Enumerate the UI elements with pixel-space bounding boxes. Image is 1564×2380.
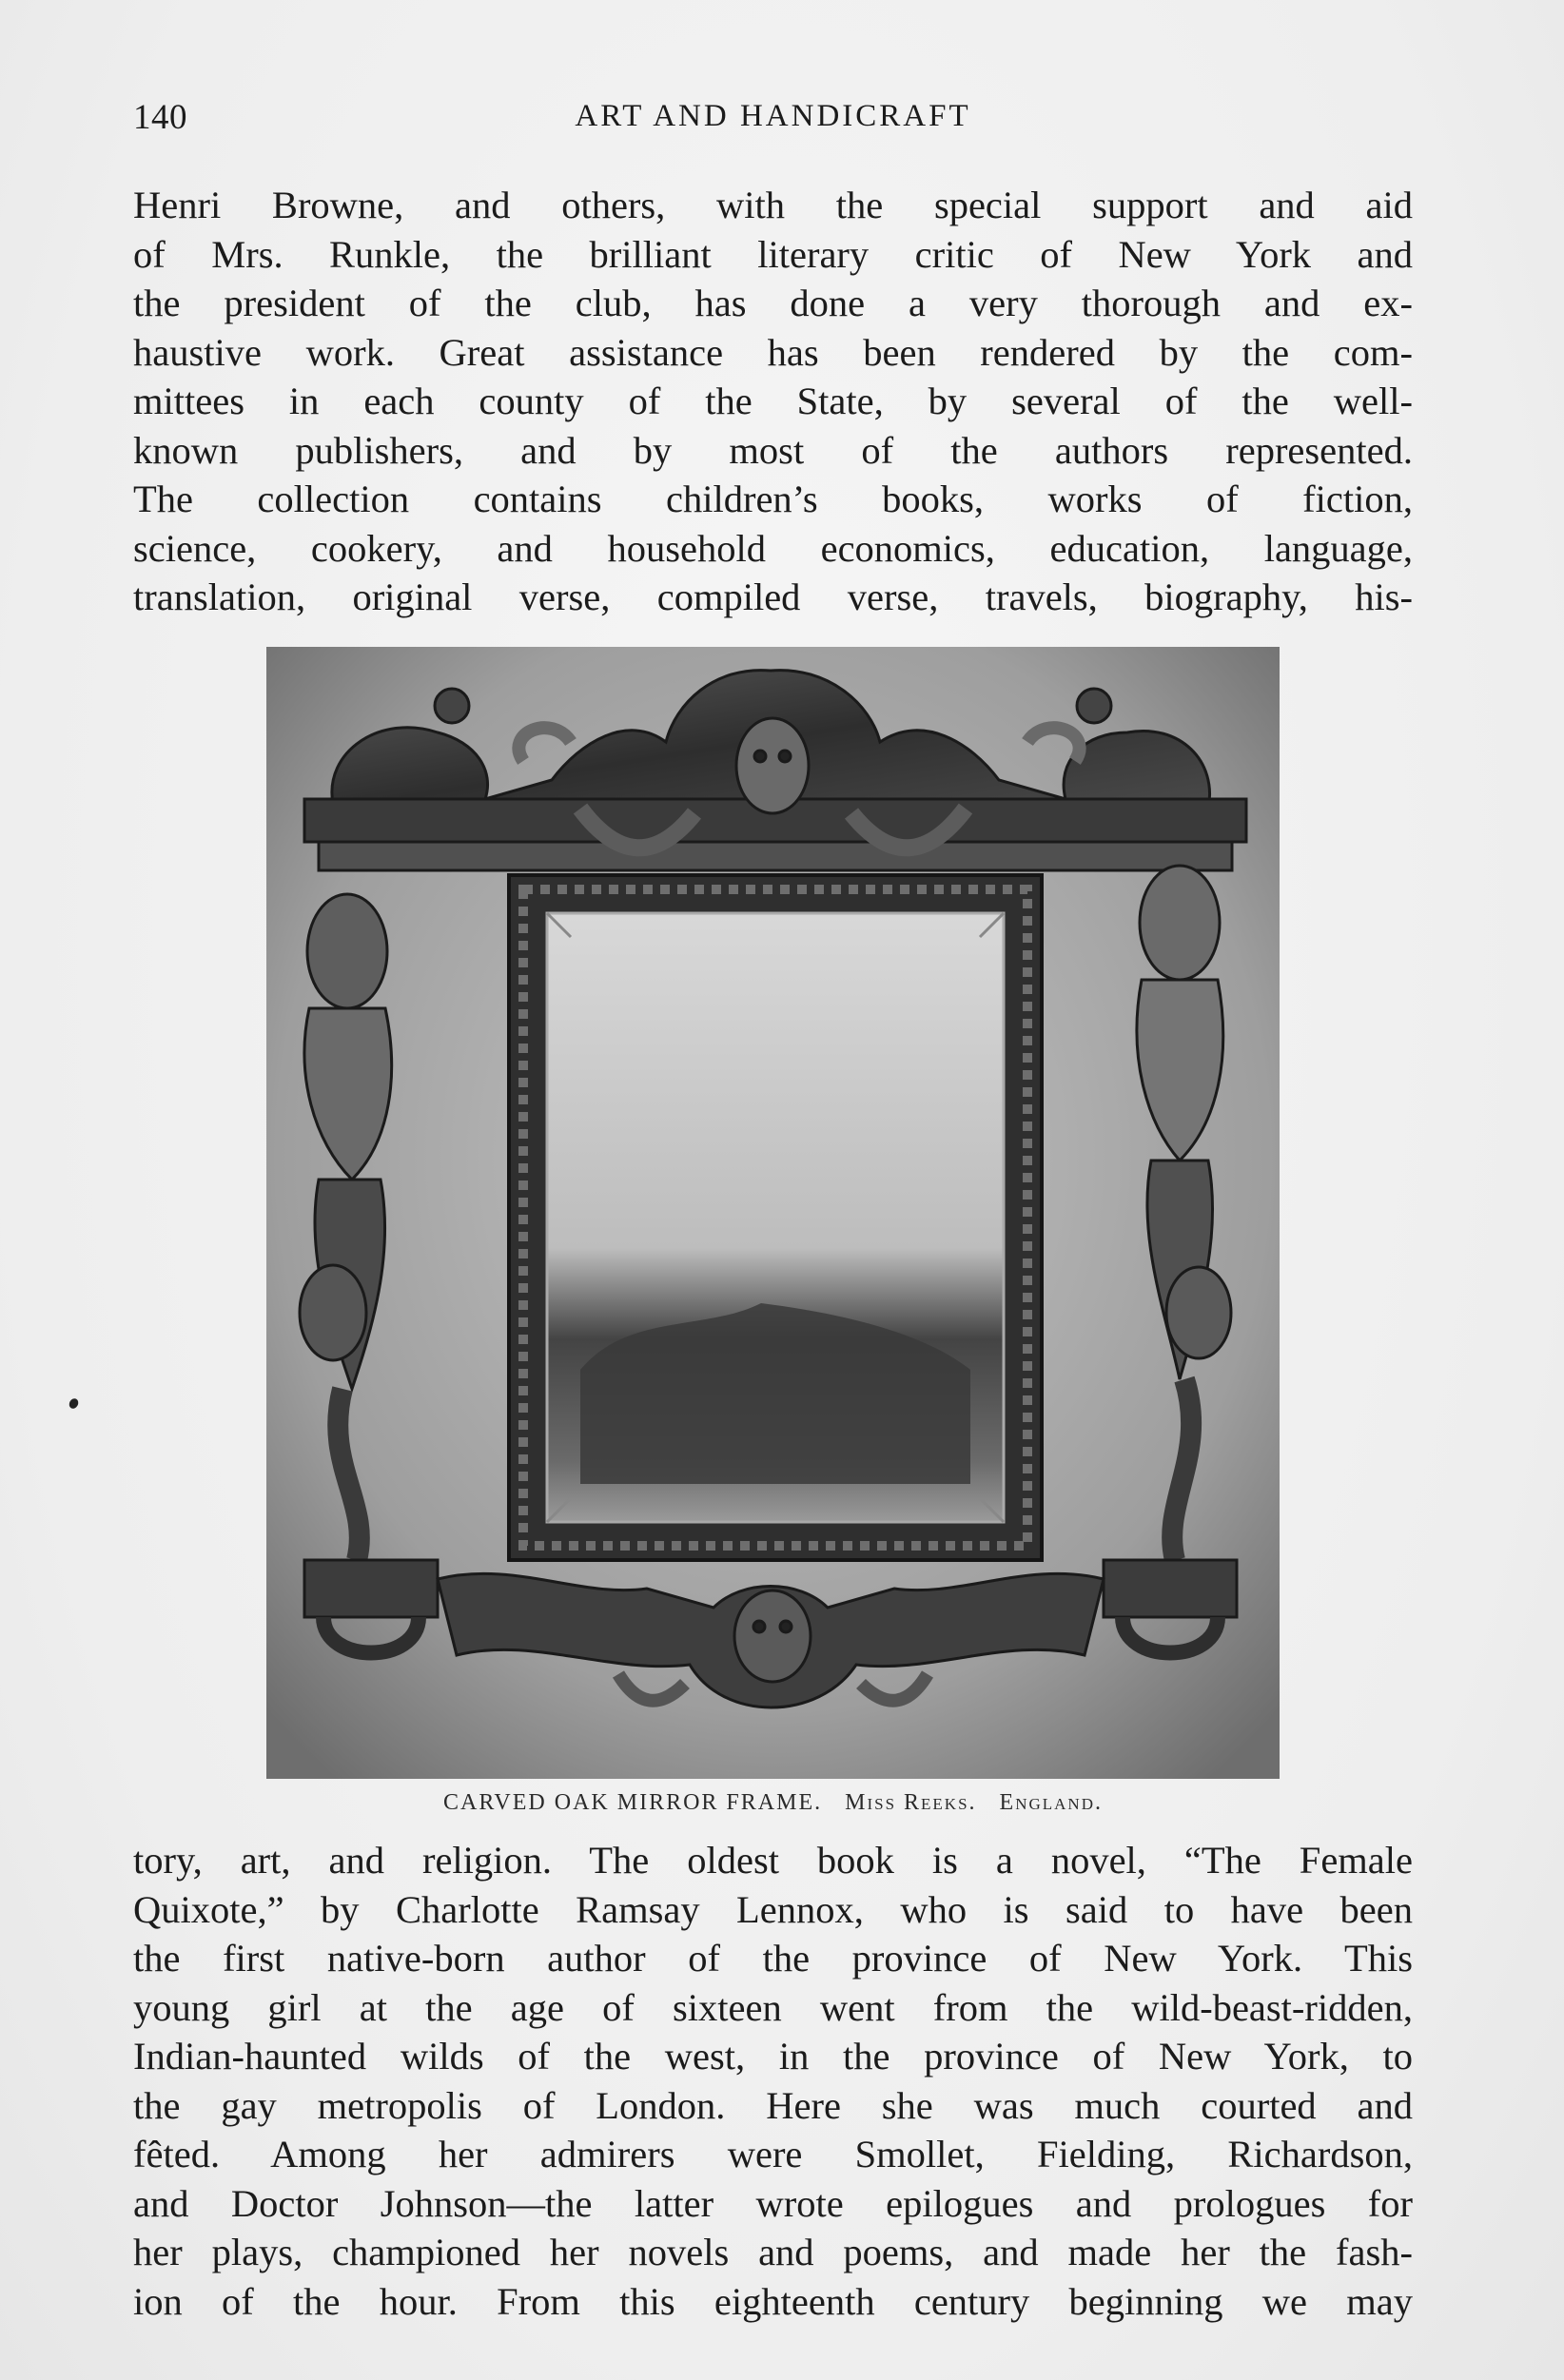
text-line: her plays, championed her novels and poems, and made her the fash- [133, 2231, 1413, 2273]
text-line: the gay metropolis of London. Here she was much courted and [133, 2083, 1413, 2127]
figure-caption [266, 1790, 1280, 1816]
paragraph-bottom [133, 1836, 1413, 2326]
ink-speck [68, 1396, 80, 1410]
text-line: fêted. Among her admirers were Smollet, Fielding, Richardson, [133, 2133, 1413, 2175]
mirror-frame-photograph [266, 647, 1280, 1779]
caption-title: CARVED OAK MIRROR FRAME. [443, 1790, 823, 1815]
text-line: haustive work. Great assistance has been rendered by the com- [133, 330, 1413, 374]
caption-owner: Miss Reeks. [845, 1790, 977, 1815]
text-line: and Doctor Johnson—the latter wrote epilogues and prologues for [133, 2181, 1413, 2225]
text-line: tory, art, and religion. The oldest book is a novel, “The Female [133, 1839, 1413, 1882]
text-line: Indian-haunted wilds of the west, in the province of New York, to [133, 2035, 1413, 2078]
text-line: The collection contains children’s books, works of fiction, [133, 478, 1413, 520]
text-line: young girl at the age of sixteen went from the wild-beast-ridden, [133, 1985, 1413, 2029]
text-line: ion of the hour. From this eighteenth century beginning we may [133, 2279, 1413, 2323]
text-line: known publishers, and by most of the authors represented. [133, 428, 1413, 472]
running-head: ART AND HANDICRAFT [575, 99, 971, 133]
frame-cresting [304, 671, 1246, 870]
text-line: the first native-born author of the province of New York. This [133, 1937, 1413, 1980]
text-line: of Mrs. Runkle, the brilliant literary critic of New York and [133, 232, 1413, 276]
text-line: science, cookery, and household economics, education, language, [133, 526, 1413, 570]
page-header [133, 97, 1413, 145]
text-line: translation, original verse, compiled verse, travels, biography, his- [133, 575, 1413, 618]
caption-place: England. [999, 1790, 1103, 1815]
text-line: the president of the club, has done a very thorough and ex- [133, 282, 1413, 324]
text-line: Henri Browne, and others, with the special support and aid [133, 184, 1413, 226]
paragraph-top [133, 181, 1413, 622]
text-line: Quixote,” by Charlotte Ramsay Lennox, who is said to have been [133, 1887, 1413, 1931]
page-number: 140 [133, 98, 187, 137]
text-line: mittees in each county of the State, by several of the well- [133, 380, 1413, 422]
